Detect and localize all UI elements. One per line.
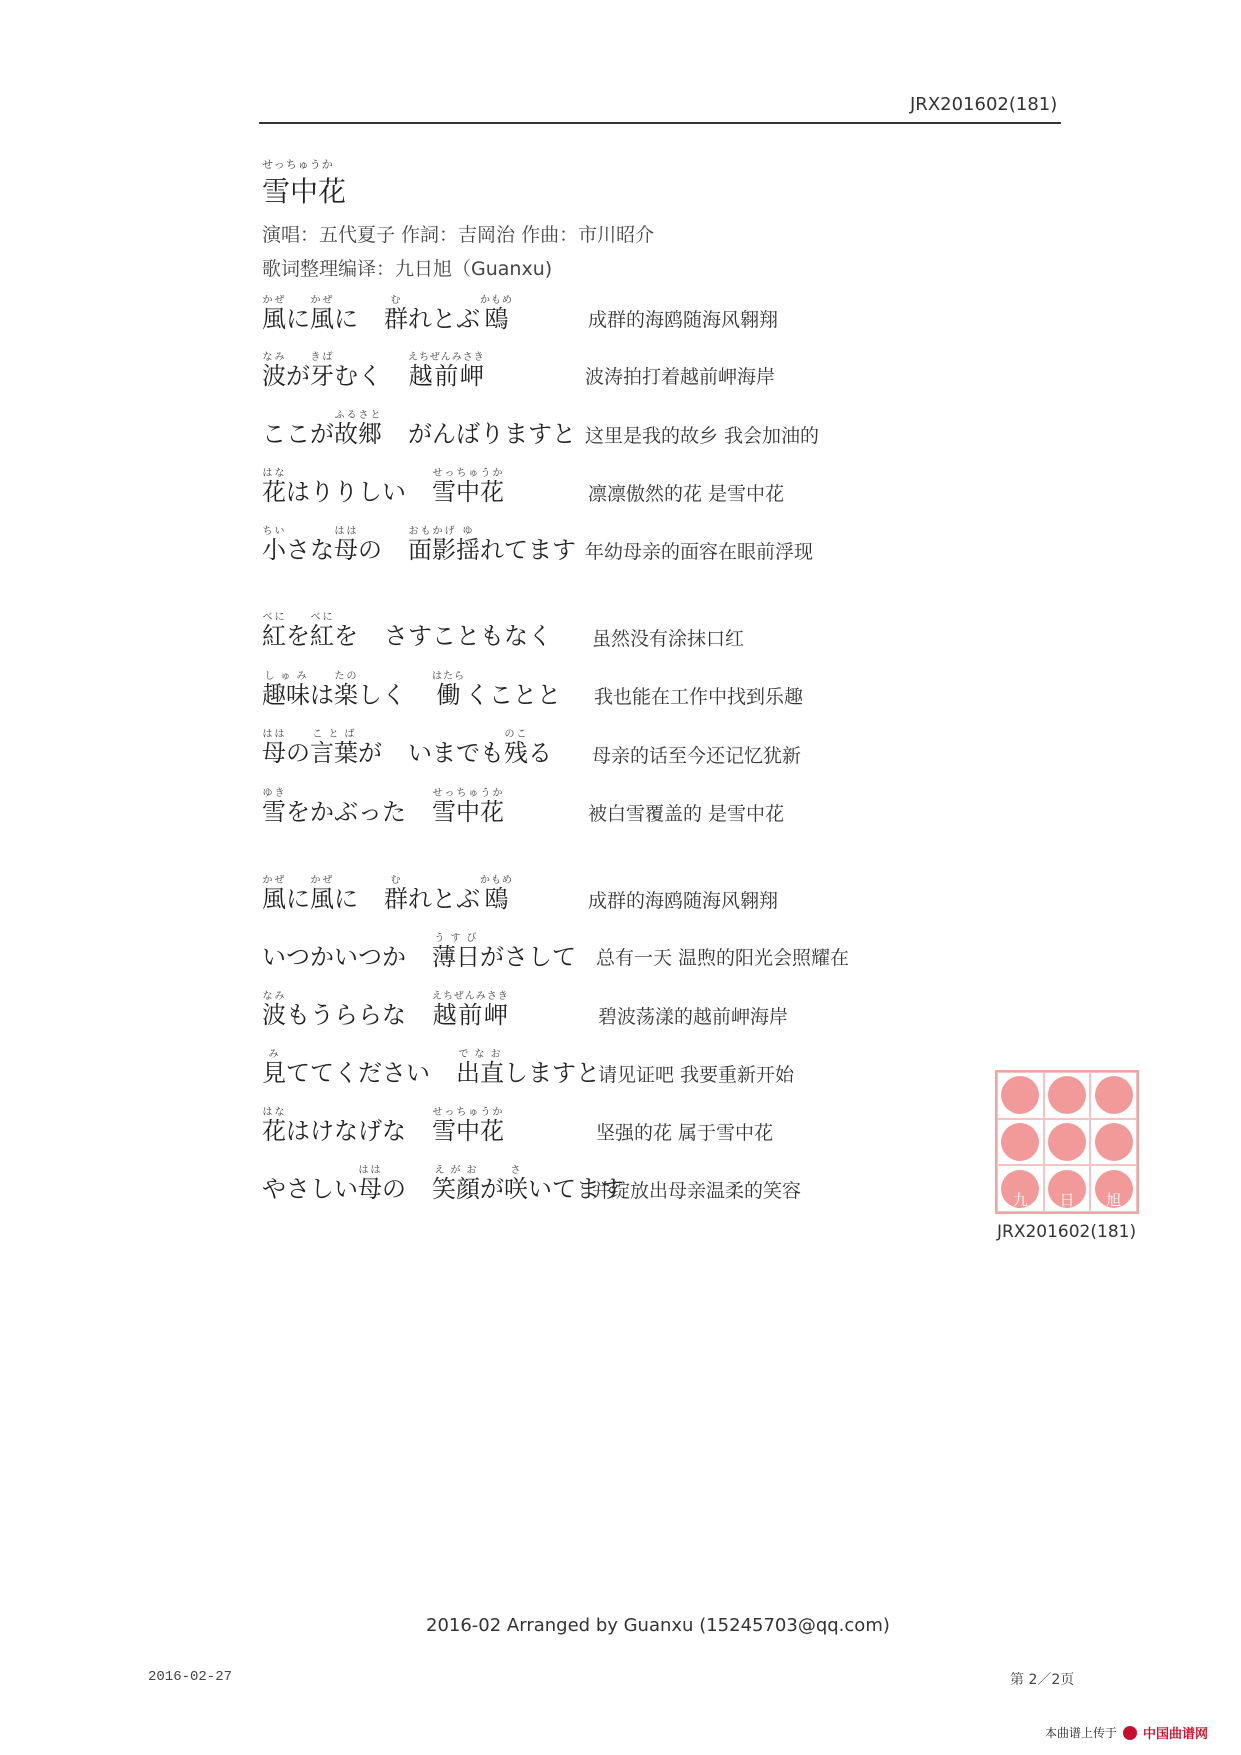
lyric-japanese: 小ちい さな 母はは の 面影おもかげ 揺ゆ れてます bbox=[262, 525, 576, 564]
lyric-japanese: 花はな はけなげな 雪中花せっちゅうか bbox=[262, 1106, 504, 1145]
lyric-chinese: 被白雪覆盖的 是雪中花 bbox=[588, 803, 785, 825]
seal-dot bbox=[1001, 1076, 1039, 1114]
upload-text: 本曲谱上传于 bbox=[1045, 1726, 1118, 1740]
seal-dot bbox=[1095, 1123, 1133, 1161]
lyric-chinese: 并绽放出母亲温柔的笑容 bbox=[592, 1180, 802, 1202]
lyric-japanese: やさしい 母はは の 笑顔えがお が 咲さ いてます bbox=[262, 1164, 624, 1203]
lyric-chinese: 这里是我的故乡 我会加油的 bbox=[585, 425, 820, 447]
lyric-japanese: 見み ててください 出直でなお しますと bbox=[262, 1048, 600, 1087]
lyric-japanese: 紅べに を 紅べに を さすこともなく bbox=[262, 611, 552, 650]
arranged-by: 2016-02 Arranged by Guanxu (15245703@qq.com) bbox=[426, 1615, 890, 1636]
title-ruby: せっちゅうか bbox=[262, 158, 334, 171]
site-logo-icon bbox=[1123, 1726, 1137, 1740]
lyric-japanese: 風かぜ に 風かぜ に 群む れとぶ 鴎かもめ bbox=[262, 874, 513, 913]
seal-dot bbox=[1048, 1076, 1086, 1114]
lyric-japanese: 風かぜ に 風かぜ に 群む れとぶ 鴎かもめ bbox=[262, 294, 513, 333]
lyric-chinese: 碧波荡漾的越前岬海岸 bbox=[598, 1006, 789, 1028]
lyric-chinese: 成群的海鸥随海风翱翔 bbox=[588, 309, 779, 331]
lyric-japanese: いつかいつか 薄日うすび がさして bbox=[262, 932, 576, 971]
seal-dot bbox=[1048, 1123, 1086, 1161]
lyric-japanese: 趣味しゅみ は 楽たの しく 働はたら くことと bbox=[262, 670, 561, 709]
lyric-chinese: 波涛拍打着越前岬海岸 bbox=[585, 366, 776, 388]
print-date: 2016-02-27 bbox=[148, 1669, 233, 1685]
song-credits: 演唱：五代夏子 作詞：吉岡治 作曲：市川昭介 bbox=[262, 224, 655, 246]
arranger-credit: 歌词整理编译：九日旭（Guanxu) bbox=[262, 258, 553, 280]
lyric-chinese: 总有一天 温煦的阳光会照耀在 bbox=[596, 947, 850, 969]
seal-dot bbox=[1095, 1076, 1133, 1114]
lyric-chinese: 母亲的话至今还记忆犹新 bbox=[592, 745, 802, 767]
seal-code: JRX201602(181) bbox=[997, 1222, 1137, 1242]
site-name[interactable]: 中国曲谱网 bbox=[1143, 1727, 1209, 1742]
seal-dot bbox=[1001, 1123, 1039, 1161]
seal-char: 九 bbox=[1012, 1191, 1028, 1209]
lyric-chinese: 请见证吧 我要重新开始 bbox=[598, 1064, 795, 1086]
lyric-chinese: 我也能在工作中找到乐趣 bbox=[594, 686, 804, 708]
seal-stamp bbox=[995, 1070, 1139, 1214]
lyric-chinese: 年幼母亲的面容在眼前浮现 bbox=[585, 541, 814, 563]
lyric-japanese: 波なみ が 牙きば むく 越前岬えちぜんみさき bbox=[262, 351, 485, 390]
lyric-chinese: 虽然没有涂抹口红 bbox=[592, 628, 745, 650]
lyric-chinese: 凛凛傲然的花 是雪中花 bbox=[588, 483, 785, 505]
seal-char: 日 bbox=[1059, 1191, 1075, 1209]
page-number: 第 2／2页 bbox=[1010, 1672, 1075, 1688]
header-rule bbox=[259, 122, 1061, 124]
lyric-japanese: 花はな はりりしい 雪中花せっちゅうか bbox=[262, 467, 504, 506]
seal-char: 旭 bbox=[1106, 1191, 1122, 1209]
lyric-chinese: 坚强的花 属于雪中花 bbox=[596, 1122, 774, 1144]
lyric-japanese: 波なみ もうららな 越前岬えちぜんみさき bbox=[262, 990, 509, 1029]
lyric-chinese: 成群的海鸥随海风翱翔 bbox=[588, 890, 779, 912]
lyric-japanese: 母はは の 言葉ことば が いまでも 残のこ る bbox=[262, 728, 552, 767]
song-title: 雪中花 bbox=[262, 175, 347, 208]
lyric-japanese: ここが 故郷ふるさと がんばりますと bbox=[262, 409, 576, 448]
lyric-japanese: 雪ゆき をかぶった 雪中花せっちゅうか bbox=[262, 787, 504, 826]
header-code: JRX201602(181) bbox=[910, 94, 1058, 115]
site-credit bbox=[1045, 1723, 1208, 1742]
